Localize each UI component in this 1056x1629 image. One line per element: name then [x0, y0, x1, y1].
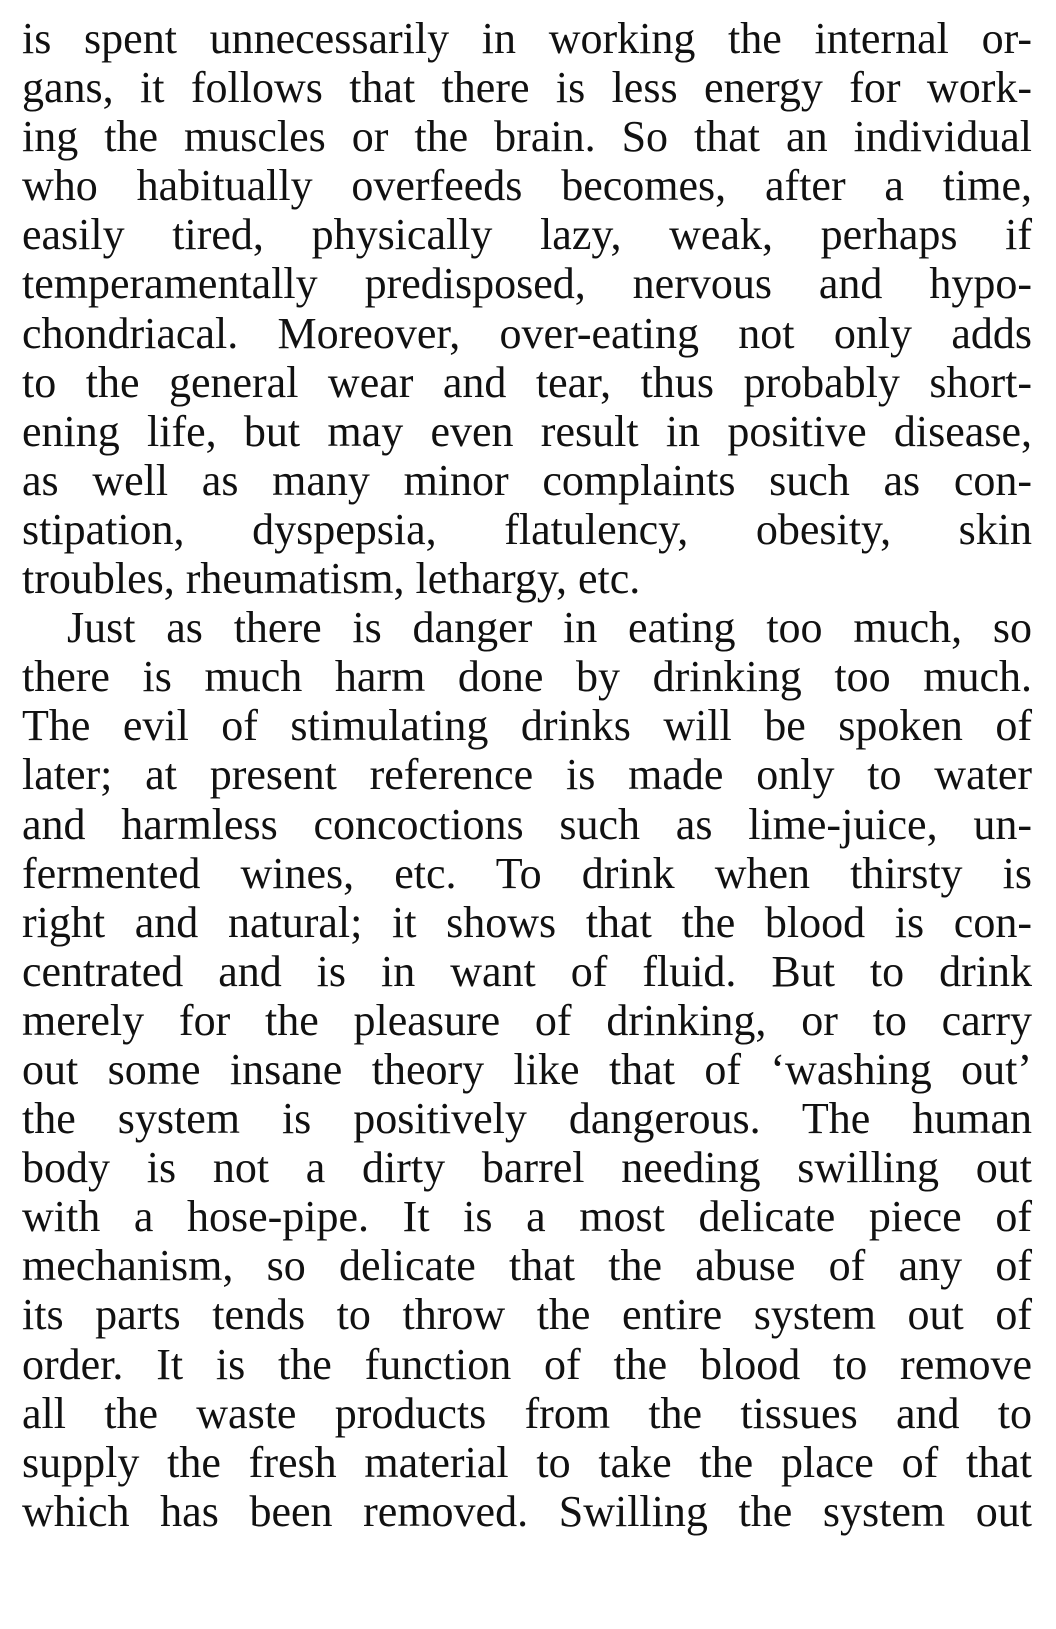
text-line: easily tired, physically lazy, weak, perhaps if: [22, 210, 1032, 260]
text-line: fermented wines, etc. To drink when thirsty is: [22, 848, 1032, 898]
paragraph-1: [22, 14, 1032, 603]
text-line: is spent unnecessarily in working the internal or-: [22, 14, 1032, 63]
text-line: who habitually overfeeds becomes, after a time,: [22, 161, 1032, 211]
text-line: supply the fresh material to take the place of that: [22, 1437, 1032, 1487]
text-line: and harmless concoctions such as lime-juice, un-: [22, 799, 1032, 849]
text-line: centrated and is in want of fluid. But to drink: [22, 946, 1032, 996]
text-line: right and natural; it shows that the blood is con-: [22, 897, 1032, 947]
text-line: there is much harm done by drinking too much.: [22, 652, 1032, 702]
text-line: out some insane theory like that of ‘washing out’: [22, 1044, 1032, 1094]
text-line: order. It is the function of the blood to remove: [22, 1339, 1032, 1389]
text-line: the system is positively dangerous. The human: [22, 1094, 1032, 1144]
text-line: body is not a dirty barrel needing swilling out: [22, 1143, 1032, 1193]
text-line: ing the muscles or the brain. So that an individual: [22, 112, 1032, 162]
paragraph-2: [22, 603, 1032, 1536]
text-line: Just as there is danger in eating too much, so: [67, 603, 1032, 653]
text-line: which has been removed. Swilling the system out: [22, 1486, 1032, 1536]
text-line: merely for the pleasure of drinking, or to carry: [22, 995, 1032, 1045]
text-line: gans, it follows that there is less energy for work-: [22, 63, 1032, 113]
text-line: later; at present reference is made only to water: [22, 750, 1032, 800]
text-line: to the general wear and tear, thus probably short-: [22, 357, 1032, 407]
text-line: its parts tends to throw the entire system out of: [22, 1290, 1032, 1340]
text-line: as well as many minor complaints such as con-: [22, 455, 1032, 505]
text-line: all the waste products from the tissues and to: [22, 1388, 1032, 1438]
text-line: mechanism, so delicate that the abuse of any of: [22, 1241, 1032, 1291]
book-page: [22, 14, 1032, 1536]
text-line: with a hose-pipe. It is a most delicate piece of: [22, 1192, 1032, 1242]
text-line: troubles, rheumatism, lethargy, etc.: [22, 554, 641, 604]
text-line: chondriacal. Moreover, over-eating not only adds: [22, 308, 1032, 358]
text-line: ening life, but may even result in positive disease,: [22, 406, 1032, 456]
text-line: stipation, dyspepsia, flatulency, obesity, skin: [22, 504, 1032, 554]
text-line: temperamentally predisposed, nervous and hypo-: [22, 259, 1032, 309]
text-line: The evil of stimulating drinks will be spoken of: [22, 701, 1032, 751]
